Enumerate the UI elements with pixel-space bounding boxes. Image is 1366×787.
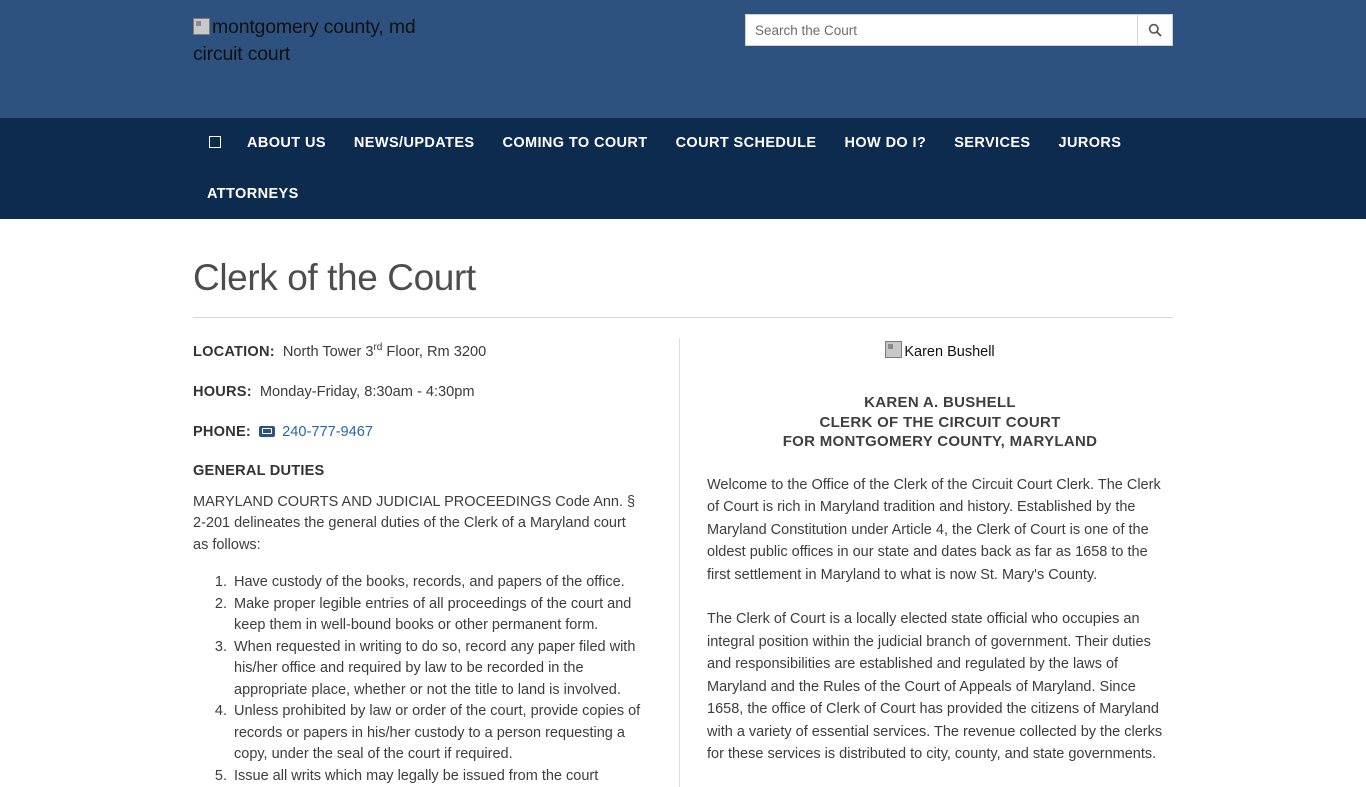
- location-label: LOCATION:: [193, 343, 275, 360]
- welcome-paragraph-2: The Clerk of Court is a locally elected state official who occupies an integral position within the judicial branch of government. Their duties and responsibilities are established and regulated by the laws of Maryland and the Rules of the Court of Appeals of Maryland. Since 1658, the office of Clerk of Court has provided the citizens of Maryland with a variety of essential services. The revenue collected by the clerks for these services is distributed to city, county, and state governments.: [707, 611, 1163, 762]
- hours-line: [193, 383, 644, 402]
- welcome-paragraph-1: Welcome to the Office of the Clerk of the Circuit Court Clerk. The Clerk of Court is rich in Maryland tradition and history. Established by the Maryland Constitution under Article 4, the Clerk of Court is one of the oldest public offices in our state and dates back as far as 1658 to the first settlement in Maryland to what is now St. Mary's County.: [707, 476, 1161, 583]
- nav-item-how-do-i[interactable]: HOW DO I?: [844, 135, 927, 151]
- duties-list: [193, 572, 644, 787]
- list-item: 3. When requested in writing to do so, record any paper filed with his/her office and required by law to be recorded in the appropriate place, whether or not the title to land is involved.: [231, 637, 644, 702]
- list-item: 1. Have custody of the books, records, and papers of the office.: [231, 572, 644, 594]
- page-content: [193, 219, 1173, 787]
- nav-second-row: [193, 169, 1173, 219]
- nav-item-home[interactable]: [193, 118, 233, 169]
- two-column-layout: [193, 318, 1173, 787]
- location-value-ordinal: rd: [373, 342, 383, 353]
- nav-item-jurors[interactable]: JURORS: [1058, 135, 1122, 151]
- home-icon: [209, 136, 221, 148]
- telephone-icon: [259, 426, 275, 437]
- clerk-portrait: [707, 338, 1173, 360]
- list-item: 4. Unless prohibited by law or order of the court, provide copies of records or papers in his/her custody to a person requesting a copy, under the seal of the court if required.: [231, 701, 644, 766]
- clerk-role: CLERK OF THE CIRCUIT COURT: [819, 413, 1061, 431]
- nav-inner: [193, 118, 1173, 219]
- phone-number-link[interactable]: 240-777-9467: [282, 423, 374, 440]
- site-logo-alt-text: montgomery county, md circuit court: [193, 16, 416, 65]
- search-input[interactable]: [746, 15, 1137, 45]
- broken-image-icon: [885, 341, 902, 358]
- general-duties-intro: MARYLAND COURTS AND JUDICIAL PROCEEDINGS Code Ann. § 2-201 delineates the general duties of the Clerk of a Maryland court as follows:: [193, 493, 636, 553]
- header-inner: [193, 0, 1173, 118]
- hours-label: HOURS:: [193, 383, 252, 400]
- clerk-jurisdiction: FOR MONTGOMERY COUNTY, MARYLAND: [782, 433, 1098, 450]
- nav-item-news-updates[interactable]: NEWS/UPDATES: [353, 135, 475, 151]
- page-title: Clerk of the Court: [193, 245, 1173, 318]
- nav-item-court-schedule[interactable]: COURT SCHEDULE: [675, 135, 817, 151]
- clerk-name: KAREN A. BUSHELL: [864, 394, 1016, 411]
- clerk-title-block: [707, 360, 1173, 452]
- nav-item-about-us[interactable]: ABOUT US: [247, 135, 326, 151]
- nav-item-coming-to-court[interactable]: COMING TO COURT: [502, 135, 648, 151]
- location-value-pre: North Tower 3: [282, 343, 374, 360]
- search-bar[interactable]: [745, 14, 1173, 46]
- main-navigation: [0, 118, 1366, 219]
- general-duties-heading: GENERAL DUTIES: [193, 462, 325, 479]
- list-item: 5. Issue all writs which may legally be issued from the court: [231, 766, 644, 787]
- site-logo[interactable]: [193, 14, 423, 68]
- location-value-post: Floor, Rm 3200: [382, 343, 487, 360]
- search-icon: [1148, 23, 1162, 37]
- left-column: [193, 338, 680, 787]
- phone-line: [193, 423, 644, 442]
- hours-value: Monday-Friday, 8:30am - 4:30pm: [259, 383, 475, 400]
- phone-label: PHONE:: [193, 423, 251, 440]
- list-item: 2. Make proper legible entries of all proceedings of the court and keep them in well-bound books or other permanent form.: [231, 594, 644, 637]
- search-button[interactable]: [1137, 15, 1172, 45]
- clerk-portrait-alt-text: Karen Bushell: [904, 344, 995, 360]
- site-header: [0, 0, 1366, 118]
- right-column: [680, 338, 1173, 787]
- nav-item-attorneys[interactable]: ATTORNEYS: [207, 186, 299, 202]
- broken-image-icon: [193, 18, 210, 35]
- location-line: [193, 338, 644, 362]
- nav-item-services[interactable]: SERVICES: [954, 135, 1031, 151]
